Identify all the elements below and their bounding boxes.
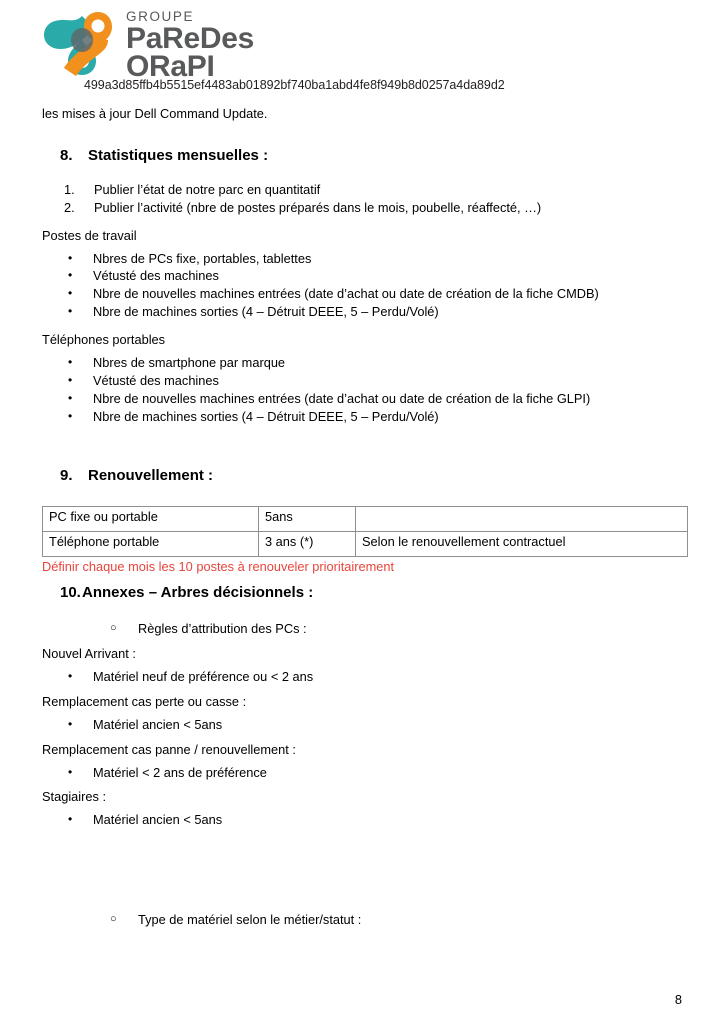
heading-statistiques-mensuelles <box>60 147 682 164</box>
list-item <box>68 304 682 321</box>
list-item <box>68 765 682 782</box>
hollow-bullet-icon: ○ <box>110 913 117 926</box>
list-item <box>68 812 682 829</box>
document-content <box>42 106 682 929</box>
telephones-portables-bullets <box>68 355 682 426</box>
label-telephones-portables: Téléphones portables <box>42 332 166 348</box>
table-cell-duree: 3 ans (*) <box>259 531 356 556</box>
list-marker: 1. <box>64 181 75 197</box>
list-item <box>68 373 682 390</box>
document-hash: 499a3d85ffb4b5515ef4483ab01892bf740ba1abd4fe8f949b8d0257a4da89d2 <box>84 78 505 92</box>
bullet-icon: • <box>68 250 73 265</box>
list-item <box>64 182 682 199</box>
table-cell-duree: 5ans <box>259 506 356 531</box>
bullet-icon: • <box>68 268 73 283</box>
page-number: 8 <box>674 992 682 1007</box>
stagiaires-bullets <box>68 812 682 829</box>
bullet-icon: • <box>68 408 73 423</box>
statistiques-numbered-list <box>64 182 682 217</box>
heading-9-number: 9. <box>60 466 73 484</box>
list-item <box>68 409 682 426</box>
list-text: Nbre de nouvelles machines entrées (date d’achat ou date de création de la fiche GLPI) <box>93 390 591 406</box>
label-nouvel-arrivant: Nouvel Arrivant : <box>42 646 136 662</box>
label-stagiaires: Stagiaires : <box>42 789 107 805</box>
intro-paragraph: les mises à jour Dell Command Update. <box>42 106 268 121</box>
bullet-icon: • <box>68 355 73 370</box>
list-item <box>110 621 682 638</box>
bullet-icon: • <box>68 764 73 779</box>
nouvel-arrivant-bullets <box>68 669 682 686</box>
list-text: Matériel ancien < 5ans <box>93 812 223 828</box>
list-text: Matériel < 2 ans de préférence <box>93 764 267 780</box>
label-remplacement-perte-casse: Remplacement cas perte ou casse : <box>42 693 247 709</box>
list-text: Nbres de PCs fixe, portables, tablettes <box>93 250 312 266</box>
table-cell-type: PC fixe ou portable <box>43 506 259 531</box>
list-item <box>68 355 682 372</box>
bullet-icon: • <box>68 812 73 827</box>
logo-groupe-text: GROUPE <box>126 9 195 24</box>
list-text: Vétusté des machines <box>93 268 219 284</box>
bullet-icon: • <box>68 716 73 731</box>
regles-attribution-sub <box>110 621 682 638</box>
bullet-icon: • <box>68 286 73 301</box>
bullet-icon: • <box>68 372 73 387</box>
table-row <box>43 506 688 531</box>
list-text: Règles d’attribution des PCs : <box>138 621 307 637</box>
list-marker: 2. <box>64 199 75 215</box>
heading-renouvellement <box>60 467 682 484</box>
logo-wordmark <box>126 10 254 82</box>
bullet-icon: • <box>68 390 73 405</box>
list-item <box>68 268 682 285</box>
list-item <box>68 251 682 268</box>
label-remplacement-panne-renouvellement: Remplacement cas panne / renouvellement : <box>42 741 296 757</box>
label-postes-de-travail: Postes de travail <box>42 227 137 243</box>
list-text: Nbres de smartphone par marque <box>93 355 286 371</box>
heading-10-number: 10. <box>60 584 81 602</box>
list-item <box>68 669 682 686</box>
heading-annexes <box>60 584 682 601</box>
red-priority-note: Définir chaque mois les 10 postes à renouveler prioritairement <box>42 558 395 574</box>
table-cell-type: Téléphone portable <box>43 531 259 556</box>
list-text: Matériel ancien < 5ans <box>93 716 223 732</box>
type-materiel-sub <box>110 912 682 929</box>
list-text: Nbre de machines sorties (4 – Détruit DEEE, 5 – Perdu/Volé) <box>93 304 439 320</box>
list-item <box>110 912 682 929</box>
paredes-orapi-logo-mark <box>42 6 120 78</box>
heading-9-title: Renouvellement : <box>88 466 214 484</box>
list-text: Vétusté des machines <box>93 372 219 388</box>
list-item <box>68 286 682 303</box>
list-text: Nbre de nouvelles machines entrées (date d’achat ou date de création de la fiche CMDB) <box>93 286 599 302</box>
list-item <box>68 391 682 408</box>
table-cell-comment <box>356 506 688 531</box>
remplacement-panne-bullets <box>68 765 682 782</box>
list-text: Publier l’activité (nbre de postes préparés dans le mois, poubelle, réaffecté, …) <box>94 199 542 215</box>
list-text: Nbre de machines sorties (4 – Détruit DEEE, 5 – Perdu/Volé) <box>93 408 439 424</box>
company-logo <box>42 6 562 82</box>
table-cell-comment: Selon le renouvellement contractuel <box>356 531 688 556</box>
hollow-bullet-icon: ○ <box>110 622 117 635</box>
table-row <box>43 531 688 556</box>
renouvellement-table <box>42 506 688 557</box>
list-item <box>68 717 682 734</box>
logo-orapi-text: ORaPI <box>126 50 215 84</box>
list-text: Type de matériel selon le métier/statut : <box>138 912 362 928</box>
bullet-icon: • <box>68 304 73 319</box>
heading-10-title: Annexes – Arbres décisionnels : <box>82 584 314 602</box>
bullet-icon: • <box>68 668 73 683</box>
remplacement-perte-casse-bullets <box>68 717 682 734</box>
logo-paredes-text: PaReDes <box>126 21 254 55</box>
list-text: Matériel neuf de préférence ou < 2 ans <box>93 668 314 684</box>
heading-8-title: Statistiques mensuelles : <box>88 146 269 164</box>
heading-8-number: 8. <box>60 146 73 164</box>
list-text: Publier l’état de notre parc en quantitatif <box>94 181 321 197</box>
postes-de-travail-bullets <box>68 251 682 322</box>
list-item <box>64 200 682 217</box>
